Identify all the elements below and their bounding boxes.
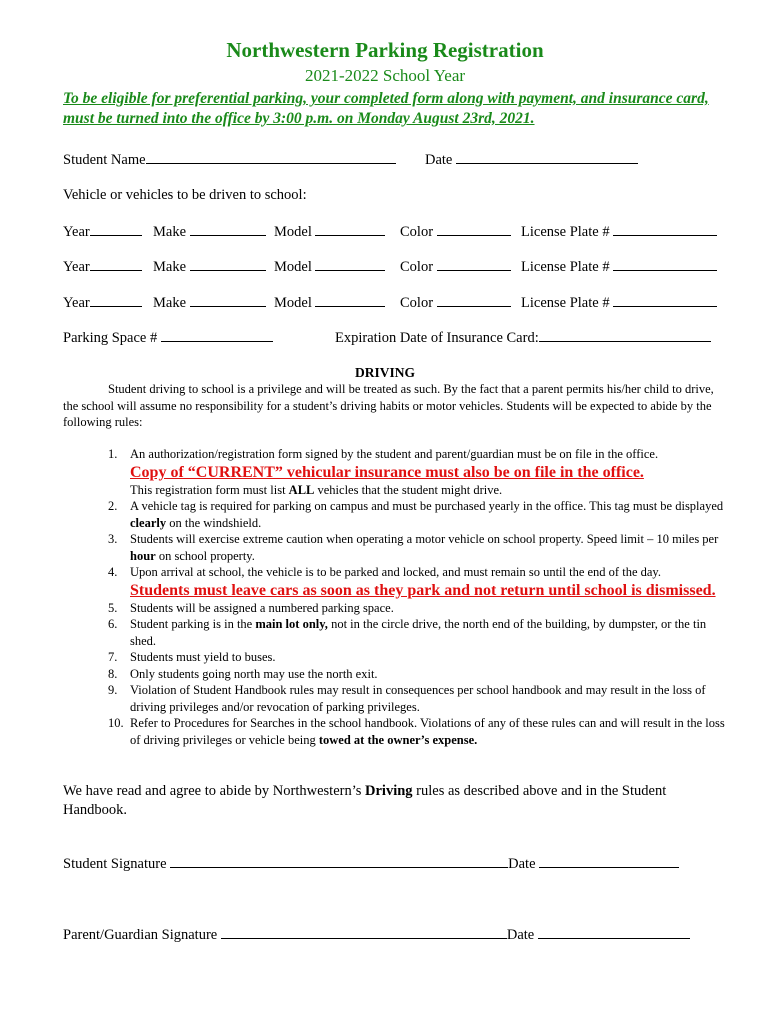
plate-label: License Plate # <box>521 295 610 311</box>
rule-9: 9. Violation of Student Handbook rules may result in consequences per school handbook and may result in the loss of driving privileges and/or revocation of parking privileges. <box>108 683 706 714</box>
rule-4: 4. Upon arrival at school, the vehicle is to be parked and locked, and must remain so until the end of the day. <box>108 565 661 579</box>
rule-6: 6. Student parking is in the main lot only, not in the circle drive, the north end of the building, by dumpster, or the tin shed. <box>108 617 707 648</box>
color-label: Color <box>400 295 434 311</box>
student-date-label: Date <box>508 856 536 872</box>
student-name-field[interactable] <box>146 151 396 164</box>
student-date-field[interactable] <box>539 855 679 868</box>
deadline-notice: To be eligible for preferential parking, your completed form along with payment, and insurance card, must be turned into the office by 3:00 p.m. on Monday August 23rd, 2021. <box>63 90 709 127</box>
make-field[interactable] <box>190 294 266 307</box>
model-label: Model <box>274 224 312 240</box>
rule-7: 7. Students must yield to buses. <box>108 650 276 664</box>
parent-signature-field[interactable] <box>221 926 507 939</box>
rule-3: 3. Students will exercise extreme caution when operating a motor vehicle on school property. Speed limit – 10 miles per hour on school property. <box>108 532 719 563</box>
insurance-callout: Copy of “CURRENT” vehicular insurance must also be on file in the office. <box>130 463 644 481</box>
student-signature-row <box>63 855 679 873</box>
rule-10: 10. Refer to Procedures for Searches in the school handbook. Violations of any of these rules can and will result in the loss of driving privileges or vehicle being towed at the owner’s expense. <box>108 716 725 747</box>
vehicles-label: Vehicle or vehicles to be driven to school: <box>63 187 307 203</box>
color-field[interactable] <box>437 223 511 236</box>
rule-8: 8. Only students going north may use the north exit. <box>108 666 378 681</box>
plate-field[interactable] <box>613 223 717 236</box>
color-field[interactable] <box>437 258 511 271</box>
insurance-exp-field[interactable] <box>539 329 711 342</box>
school-year: 2021-2022 School Year <box>304 66 466 85</box>
make-field[interactable] <box>190 223 266 236</box>
model-field[interactable] <box>315 223 385 236</box>
model-label: Model <box>274 295 312 311</box>
parking-space-label: Parking Space # <box>63 330 158 346</box>
driving-intro: Student driving to school is a privilege and will be treated as such. By the fact that a parent permits his/her child to drive, the school will assume no responsibility for a student’s driving habits or motor vehicles. Students will be expected to abide by the following rules: <box>63 382 714 429</box>
make-label: Make <box>153 259 187 275</box>
parking-space-row <box>63 329 273 347</box>
date-row <box>425 151 638 169</box>
year-field[interactable] <box>90 294 142 307</box>
rule-5: 5. Students will be assigned a numbered parking space. <box>108 600 394 615</box>
student-signature-label: Student Signature <box>63 856 167 872</box>
plate-label: License Plate # <box>521 259 610 275</box>
driving-heading: DRIVING <box>354 365 415 380</box>
model-label: Model <box>274 259 312 275</box>
agreement-text: We have read and agree to abide by Northwestern’s Driving rules as described above and in the Student Handbook. <box>63 783 667 818</box>
rule-1: 1. An authorization/registration form signed by the student and parent/guardian must be on file in the office. <box>108 447 659 461</box>
color-field[interactable] <box>437 294 511 307</box>
rule-1-continued: This registration form must list ALL vehicles that the student might drive. <box>130 482 503 497</box>
model-field[interactable] <box>315 294 385 307</box>
form-title: Northwestern Parking Registration <box>226 38 544 62</box>
year-label: Year <box>63 259 90 275</box>
year-label: Year <box>63 224 90 240</box>
plate-label: License Plate # <box>521 224 610 240</box>
make-label: Make <box>153 224 187 240</box>
parent-signature-label: Parent/Guardian Signature <box>63 927 218 943</box>
plate-field[interactable] <box>613 258 717 271</box>
leave-cars-callout: Students must leave cars as soon as they park and not return until school is dismissed. <box>130 581 716 599</box>
plate-field[interactable] <box>613 294 717 307</box>
make-label: Make <box>153 295 187 311</box>
parking-space-field[interactable] <box>161 329 273 342</box>
student-name-row <box>63 151 396 169</box>
year-field[interactable] <box>90 223 142 236</box>
rules-list <box>63 446 728 748</box>
student-name-label: Student Name <box>63 152 146 168</box>
year-label: Year <box>63 295 90 311</box>
make-field[interactable] <box>190 258 266 271</box>
color-label: Color <box>400 224 434 240</box>
year-field[interactable] <box>90 258 142 271</box>
parent-date-field[interactable] <box>538 926 690 939</box>
date-label: Date <box>425 152 453 168</box>
parent-date-label: Date <box>506 927 535 943</box>
insurance-exp-label: Expiration Date of Insurance Card: <box>335 330 539 346</box>
date-field[interactable] <box>456 151 638 164</box>
model-field[interactable] <box>315 258 385 271</box>
color-label: Color <box>400 259 434 275</box>
student-signature-field[interactable] <box>170 855 508 868</box>
insurance-exp-row <box>335 329 711 347</box>
rule-2: 2. A vehicle tag is required for parking on campus and must be purchased yearly in the office. This tag must be displayed clearly on the windshield. <box>108 499 724 530</box>
parent-signature-row <box>63 926 690 944</box>
